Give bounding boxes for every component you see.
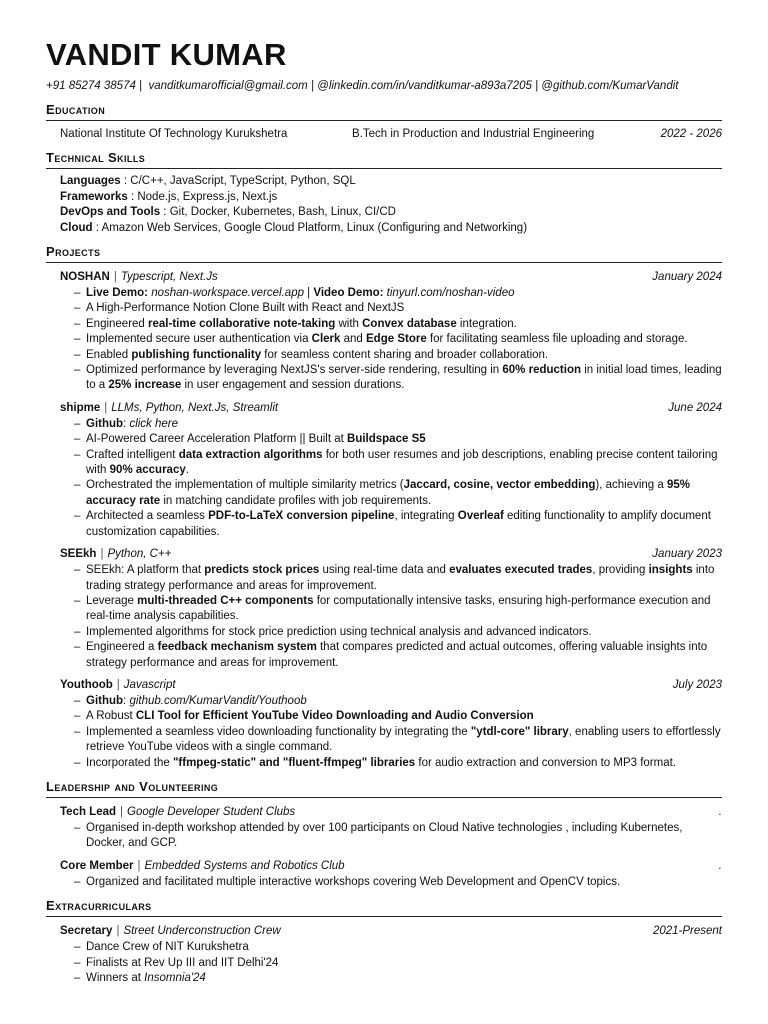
skill-row-frameworks: Frameworks : Node.js, Express.js, Next.js [60, 190, 278, 203]
entry-bullets [60, 940, 722, 986]
github-click-here-link[interactable]: click here [129, 417, 179, 430]
extracurriculars-heading: Extracurriculars [46, 898, 722, 917]
entry-date: . [718, 859, 722, 872]
project-bullets [60, 694, 722, 771]
list-item: – Orchestrated the implementation of multiple similarity metrics (Jaccard, cosine, vector embedding), achieving a 95% accuracy rate in matching candidate profiles with job requirements. [74, 478, 722, 509]
project-header: SEEkh | Python, C++ January 2023 [60, 548, 722, 561]
project-header: NOSHAN | Typescript, Next.Js January 2024 [60, 271, 722, 283]
list-item: – Crafted intelligent data extraction algorithms for both user resumes and job descriptions, enabling precise content tailoring with 90% accuracy. [74, 448, 722, 479]
project-tech: LLMs, Python, Next.Js, Streamlit [111, 401, 279, 414]
video-demo-link[interactable]: tinyurl.com/noshan-video [386, 287, 515, 299]
list-item: – A High-Performance Notion Clone Built with React and NextJS [74, 301, 722, 316]
list-item: – Finalists at Rev Up III and IIT Delhi'24 [74, 956, 722, 971]
project-youthoob [46, 677, 722, 771]
extracurricular-crew [46, 923, 722, 986]
list-item: – Implemented algorithms for stock price prediction using technical analysis and advanced indicators. [74, 625, 722, 640]
project-shipme [46, 400, 722, 540]
leadership-gdsc [46, 804, 722, 852]
list-item: – SEEkh: A platform that predicts stock prices using real-time data and evaluates executed trades, providing insights into trading strategy performance and areas for improvement. [74, 563, 722, 594]
project-header: shipme | LLMs, Python, Next.Js, Streamlit June 2024 [60, 401, 722, 414]
contact-line: +91 85274 38574 | vanditkumarofficial@gmail.com | @linkedin.com/in/vanditkumar-a893a7205 | @github.com/KumarVandit [46, 80, 679, 92]
project-name: Youthoob [60, 678, 113, 691]
linkedin-link[interactable]: @linkedin.com/in/vanditkumar-a893a7205 [317, 80, 532, 92]
education-row [46, 121, 722, 142]
skill-row-devops: DevOps and Tools : Git, Docker, Kubernetes, Bash, Linux, CI/CD [60, 206, 396, 218]
project-date: January 2024 [652, 271, 722, 283]
entry-header: Tech Lead | Google Developer Student Clubs . [60, 805, 722, 818]
live-demo-link[interactable]: noshan-workspace.vercel.app [151, 287, 304, 299]
list-item: – Engineered a feedback mechanism system that compares predicted and actual outcomes, offering valuable insights into strategy performance and areas for improvement. [74, 640, 722, 671]
list-item: – Organised in-depth workshop attended by over 100 participants on Cloud Native technologies , including Kubernetes, Docker, and GCP. [74, 821, 722, 852]
education-dates: 2022 - 2026 [660, 128, 722, 140]
role-title: Secretary [60, 925, 113, 938]
github-link[interactable]: @github.com/KumarVandit [541, 80, 679, 92]
email-link[interactable]: vanditkumarofficial@gmail.com [148, 80, 308, 92]
list-item: – Leverage multi-threaded C++ components for computationally intensive tasks, ensuring high-performance execution and real-time analysis capabilities. [74, 594, 722, 625]
list-item: – Enabled publishing functionality for seamless content sharing and broader collaboration. [74, 348, 722, 363]
list-item: – Organized and facilitated multiple interactive workshops covering Web Development and OpenCV topics. [74, 875, 722, 890]
project-seekh [46, 546, 722, 671]
project-date: July 2023 [672, 678, 722, 691]
skills-list [46, 169, 722, 236]
list-item: – Optimized performance by leveraging NextJS's server-side rendering, resulting in 60% reduction in initial load times, leading to a 25% increase in user engagement and session durations. [74, 363, 722, 394]
project-header: Youthoob | Javascript July 2023 [60, 678, 722, 691]
leadership-heading: Leadership and Volunteering [46, 779, 722, 798]
project-bullets [60, 563, 722, 671]
project-date: June 2024 [668, 401, 722, 414]
projects-heading: Projects [46, 244, 722, 263]
organization: Street Underconstruction Crew [123, 925, 281, 938]
entry-date: 2021-Present [652, 925, 722, 938]
project-tech: Python, C++ [107, 548, 172, 561]
organization: Google Developer Student Clubs [127, 805, 296, 818]
candidate-name: VANDIT KUMAR [46, 37, 287, 72]
entry-header: Core Member | Embedded Systems and Robotics Club . [60, 859, 722, 872]
project-name: shipme [60, 401, 101, 414]
project-tech: Typescript, Next.Js [120, 271, 218, 283]
list-item: – AI-Powered Career Acceleration Platform || Built at Buildspace S5 [74, 432, 722, 447]
list-item: – Github: github.com/KumarVandit/Youthoob [74, 694, 722, 709]
skill-row-cloud: Cloud : Amazon Web Services, Google Cloud Platform, Linux (Configuring and Networking) [60, 221, 528, 234]
list-item: – Dance Crew of NIT Kurukshetra [74, 940, 722, 955]
entry-bullets [60, 875, 722, 890]
list-item: – Engineered real-time collaborative note-taking with Convex database integration. [74, 317, 722, 332]
role-title: Tech Lead [60, 805, 117, 818]
project-bullets [60, 417, 722, 540]
school-name: National Institute Of Technology Kurukshetra [60, 128, 288, 140]
skill-row-languages: Languages : C/C++, JavaScript, TypeScript, Python, SQL [60, 175, 356, 187]
entry-header: Secretary | Street Underconstruction Crew 2021-Present [60, 925, 722, 938]
youthoob-github-link[interactable]: github.com/KumarVandit/Youthoob [129, 694, 307, 707]
education-heading: Education [46, 102, 722, 121]
project-bullets [60, 286, 722, 394]
phone: +91 85274 38574 [46, 80, 136, 92]
project-tech: Javascript [123, 678, 176, 691]
list-item: – Architected a seamless PDF-to-LaTeX conversion pipeline, integrating Overleaf editing functionality to amplify document customization capabilities. [74, 509, 722, 540]
list-item: – Winners at Insomnia'24 [74, 971, 722, 986]
list-item: – Live Demo: noshan-workspace.vercel.app | Video Demo: tinyurl.com/noshan-video [74, 286, 722, 301]
leadership-esrc [46, 858, 722, 890]
list-item: – Github: click here [74, 417, 722, 432]
organization: Embedded Systems and Robotics Club [144, 859, 345, 872]
list-item: – Implemented a seamless video downloading functionality by integrating the "ytdl-core" library, enabling users to effortlessly retrieve YouTube videos with a single command. [74, 725, 722, 756]
project-noshan [46, 269, 722, 394]
list-item: – Implemented secure user authentication via Clerk and Edge Store for facilitating seamless file uploading and storage. [74, 332, 722, 347]
skills-heading: Technical Skills [46, 150, 722, 169]
list-item: – A Robust CLI Tool for Efficient YouTube Video Downloading and Audio Conversion [74, 709, 722, 724]
project-name: SEEkh [60, 548, 97, 561]
degree: B.Tech in Production and Industrial Engineering [352, 128, 595, 140]
entry-bullets [60, 821, 722, 852]
project-date: January 2023 [652, 548, 722, 561]
list-item: – Incorporated the "ffmpeg-static" and "fluent-ffmpeg" libraries for audio extraction and conversion to MP3 format. [74, 756, 722, 771]
project-name: NOSHAN [60, 271, 110, 283]
role-title: Core Member [60, 859, 134, 872]
entry-date: . [718, 805, 722, 818]
